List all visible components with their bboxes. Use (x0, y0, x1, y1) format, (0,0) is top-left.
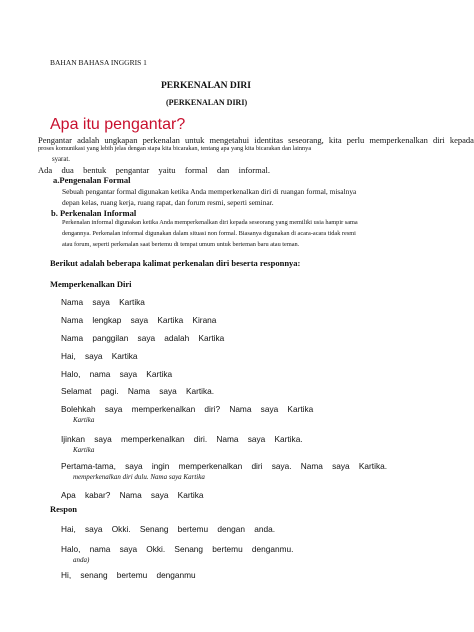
types-word: dua (61, 165, 74, 175)
page-subtitle: (PERKENALAN DIRI) (166, 98, 248, 107)
intro-word: Pengantar (38, 135, 72, 145)
introducing-sentence: Nama saya Kartika (61, 297, 145, 307)
intro-word: kita (328, 135, 342, 145)
types-word: bentuk (83, 165, 107, 175)
types-word: yaitu (158, 165, 176, 175)
introducing-sentence: Selamat pagi. Nama saya Kartika. (61, 386, 215, 396)
types-sentence (38, 165, 270, 175)
intro-first-line (38, 135, 474, 145)
types-word: formal (184, 165, 208, 175)
introducing-continuation: Kartika (73, 416, 95, 424)
response-sentence: Hi, senang bertemu denganmu (61, 570, 196, 580)
types-word: dan (216, 165, 230, 175)
informal-line-3: atau forum, seperti perkenalan saat bertemu di tempat umum untuk berteman baru atau teman. (62, 241, 300, 248)
introducing-sentence: Apa kabar? Nama saya Kartika (61, 490, 204, 500)
intro-word: kepada (449, 135, 474, 145)
response-continuation: anda) (73, 556, 90, 564)
types-word: Ada (38, 165, 53, 175)
intro-word: perkenalan (142, 135, 180, 145)
intro-word: identitas (254, 135, 284, 145)
section-heading: Apa itu pengantar? (50, 116, 186, 133)
intro-line-2: proses komunikasi yang lebih jelas dengan siapa kita bicarakan, tentang apa yang kita bicarakan dan lainnya (38, 145, 312, 152)
page-title: PERKENALAN DIRI (161, 81, 251, 91)
response-sentence: Hai, saya Okki. Senang bertemu dengan anda. (61, 524, 275, 534)
introducing-sentence: Nama lengkap saya Kartika Kirana (61, 315, 217, 325)
introducing-sentence: Pertama-tama, saya ingin memperkenalkan diri saya. Nama saya Kartika. (61, 461, 388, 471)
informal-heading: b. Perkenalan Informal (51, 208, 137, 218)
intro-word: mengetahui (209, 135, 250, 145)
introducing-sentence: Halo, nama saya Kartika (61, 369, 173, 379)
introducing-sentence: Ijinkan saya memperkenalkan diri. Nama saya Kartika. (61, 434, 303, 444)
informal-line-1: Perkenalan informal digunakan ketika Anda memperkenalkan diri kepada seseorang yang memiliki usia hampir sama (62, 219, 358, 226)
intro-word: untuk (184, 135, 205, 145)
informal-line-2: dengannya. Perkenalan informal digunakan dalam situasi non formal. Biasanya digunakan di acara-acara tidak resmi (62, 230, 356, 237)
introducing-heading: Memperkenalkan Diri (50, 279, 132, 289)
formal-line-2: depan kelas, ruang kerja, ruang rapat, dan forum resmi, seperti seminar. (62, 198, 274, 207)
formal-line-1: Sebuah pengantar formal digunakan ketika Anda memperkenalkan diri di ruangan formal, misalnya (62, 187, 357, 196)
types-word: informal. (238, 165, 270, 175)
intro-word: memperkenalkan (369, 135, 428, 145)
course-label: BAHAN BAHASA INGGRIS 1 (50, 58, 147, 67)
intro-word: seseorang, (288, 135, 324, 145)
types-word: pengantar (115, 165, 150, 175)
response-sentence: Halo, nama saya Okki. Senang bertemu denganmu. (61, 544, 294, 554)
introducing-sentence: Hai, saya Kartika (61, 351, 138, 361)
intro-word: adalah (77, 135, 100, 145)
examples-heading: Berikut adalah beberapa kalimat perkenalan diri beserta responnya: (50, 258, 301, 268)
formal-heading: a.Pengenalan Formal (53, 175, 131, 185)
intro-word: perlu (346, 135, 365, 145)
intro-word: ungkapan (104, 135, 138, 145)
intro-word: diri (432, 135, 445, 145)
intro-line-3: syarat. (52, 156, 70, 163)
introducing-sentence: Bolehkah saya memperkenalkan diri? Nama saya Kartika (61, 404, 314, 414)
response-heading: Respon (50, 504, 77, 514)
introducing-sentence: Nama panggilan saya adalah Kartika (61, 333, 225, 343)
introducing-continuation: memperkenalkan diri dulu. Nama saya Kartika (73, 473, 205, 481)
introducing-continuation: Kartika (73, 446, 95, 454)
